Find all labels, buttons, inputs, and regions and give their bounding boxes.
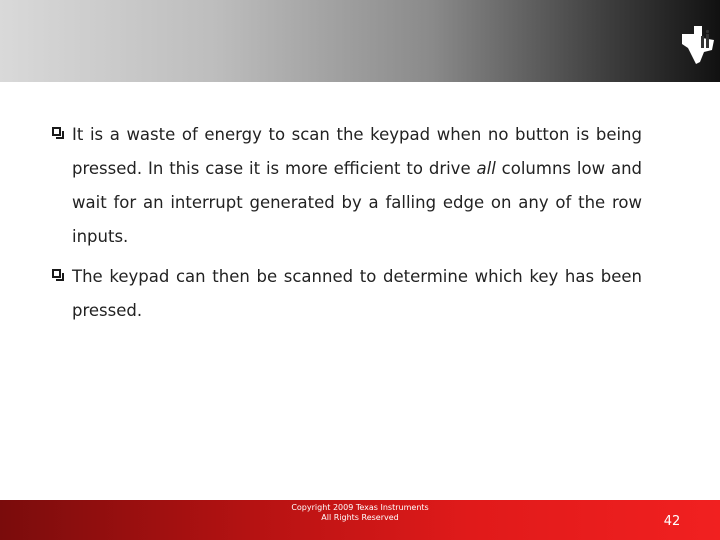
copyright-line: All Rights Reserved [321,513,399,522]
bullet-text [72,118,642,254]
bullet-text-part: The keypad can then be scanned to determine which key has been pressed. [72,267,642,320]
bullet-item [52,260,642,328]
bullet-text-part: It is a waste of energy to scan the keypad when no button is being pressed. In this case it is more efficient to drive [72,125,642,178]
texas-instruments-logo-icon [674,22,720,68]
slide-content [52,118,642,334]
page-number: 42 [663,514,681,529]
bullet-emphasis: all [476,159,496,178]
bullet-text-part: columns low and wait for an interrupt generated by a falling edge on any of the row inputs. [72,159,642,246]
checkbox-bullet-icon [52,127,61,136]
bullet-text [72,260,642,328]
checkbox-bullet-icon [52,269,61,278]
bullet-item [52,118,642,254]
copyright-line: Copyright 2009 Texas Instruments [291,503,429,512]
copyright-notice [260,503,460,523]
header-banner [0,0,720,82]
